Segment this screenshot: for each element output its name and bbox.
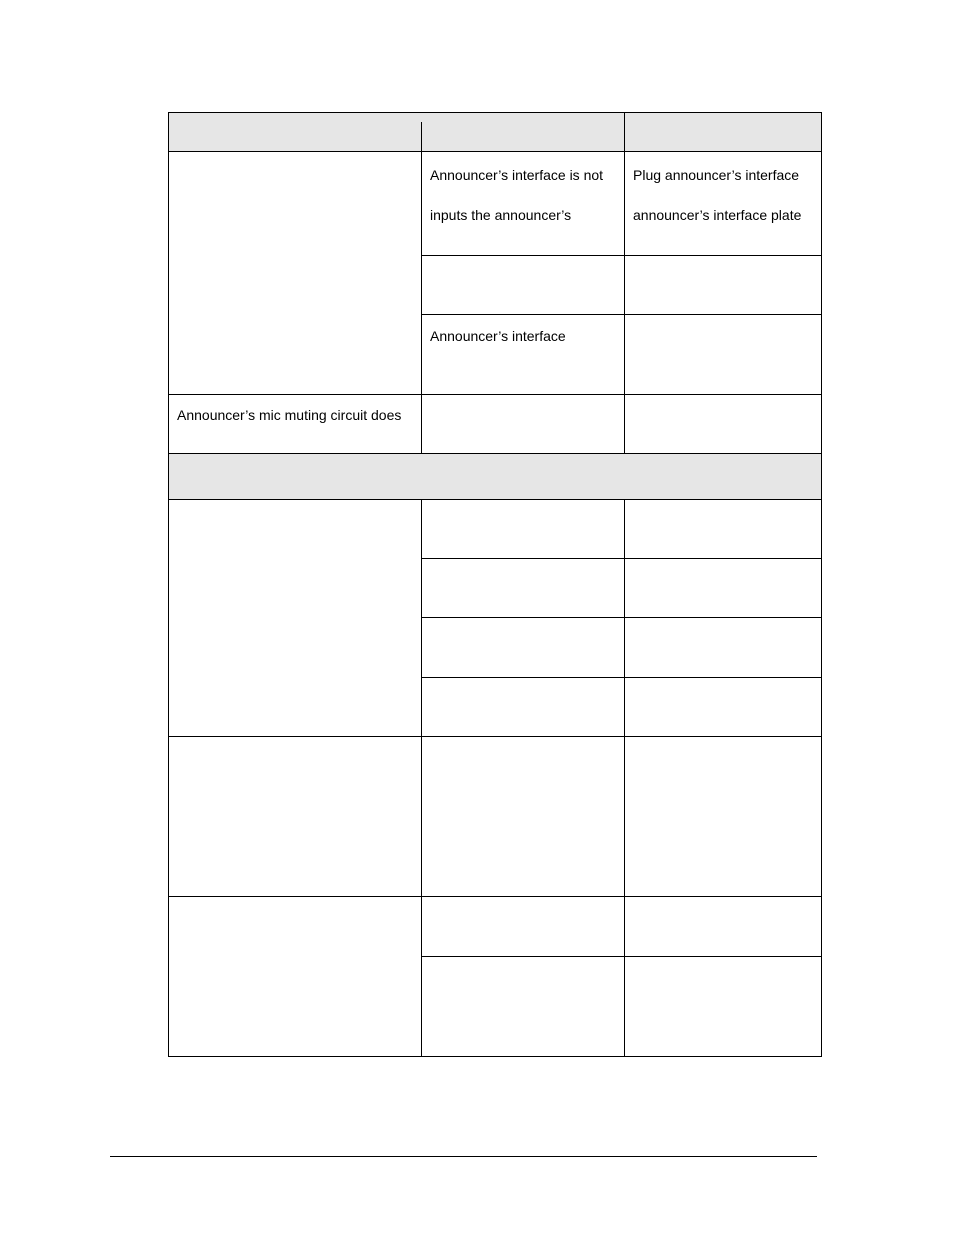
col-divider-2 bbox=[624, 499, 625, 1057]
table-header-row bbox=[168, 112, 822, 152]
cause-line: Announcer’s interface bbox=[430, 328, 566, 344]
col-divider-2 bbox=[624, 112, 625, 454]
remedy-line: Plug announcer’s interface bbox=[633, 167, 800, 183]
rule-sub bbox=[421, 558, 822, 559]
cause-line: inputs the announcer’s bbox=[430, 207, 572, 223]
cause-line: Announcer’s interface is not bbox=[430, 167, 604, 183]
border-top bbox=[168, 112, 822, 113]
remedy-line: announcer’s interface plate bbox=[633, 207, 802, 223]
rule-sub bbox=[421, 617, 822, 618]
border-bottom bbox=[168, 1056, 822, 1057]
border-right bbox=[821, 112, 822, 1057]
rule-row2-bottom bbox=[168, 453, 822, 454]
rule-row4-bottom bbox=[168, 896, 822, 897]
col-divider-1 bbox=[421, 122, 422, 454]
rule-sub bbox=[421, 255, 822, 256]
section-heading-row bbox=[168, 454, 822, 500]
col-divider-1 bbox=[421, 499, 422, 1057]
rule-row3-bottom bbox=[168, 736, 822, 737]
rule-sub bbox=[421, 314, 822, 315]
border-left bbox=[168, 112, 169, 1057]
rule-sub bbox=[421, 677, 822, 678]
footer-rule bbox=[110, 1156, 817, 1157]
rule-header-bottom bbox=[168, 151, 822, 152]
rule-row1-bottom bbox=[168, 394, 822, 395]
troubleshooting-table bbox=[168, 112, 822, 1057]
rule-section-bottom bbox=[168, 499, 822, 500]
rule-sub bbox=[421, 956, 822, 957]
symptom-text: Announcer’s mic muting circuit does bbox=[177, 407, 402, 423]
